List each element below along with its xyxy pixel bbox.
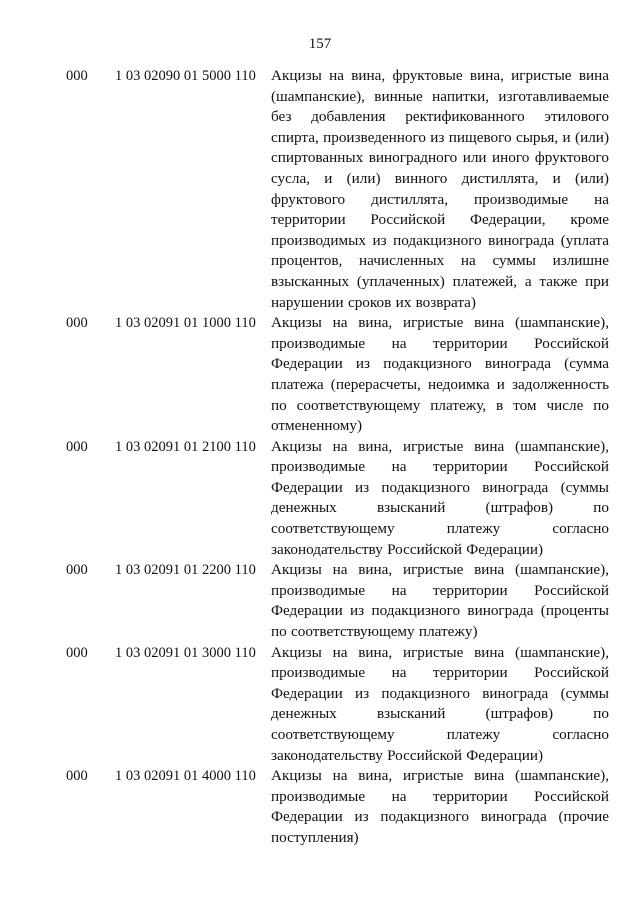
table-row xyxy=(0,313,640,437)
page-number: 157 xyxy=(308,36,332,52)
revenue-code: 1 03 02091 01 2100 110 xyxy=(115,438,256,455)
revenue-code: 1 03 02091 01 1000 110 xyxy=(115,315,256,332)
administrator-code: 000 xyxy=(66,68,88,84)
revenue-description: Акцизы на вина, игристые вина (шампанские), производимые на территории Российской Федерации из подакцизного винограда (прочие поступления) xyxy=(271,767,609,846)
table-row xyxy=(0,437,640,561)
table-row xyxy=(0,66,640,313)
administrator-code: 000 xyxy=(66,562,88,579)
revenue-code: 1 03 02091 01 2200 110 xyxy=(115,562,256,579)
revenue-code: 1 03 02091 01 4000 110 xyxy=(115,768,256,785)
revenue-description: Акцизы на вина, игристые вина (шампанские), производимые на территории Российской Федерации из подакцизного винограда (проценты по соответствующему платежу) xyxy=(271,561,609,641)
revenue-description: Акцизы на вина, фруктовые вина, игристые вина (шампанские), винные напитки, изготавливаемые без добавления ректификованного этилового спирта, произведенного из пищевого сырья, и (или) спиртованных виноградного или иного фруктового сусла, и (или) винного дистиллята, и (или) фруктового дистиллята, производимые на территории Российской Федерации, кроме производимых из подакцизного винограда (уплата процентов, начисленных на суммы излишне взысканных (уплаченных) платежей, а также при нарушении сроков их возврата) xyxy=(271,67,609,311)
budget-code-table xyxy=(0,66,640,849)
table-row xyxy=(0,643,640,767)
revenue-description: Акцизы на вина, игристые вина (шампанские), производимые на территории Российской Федерации из подакцизного винограда (суммы денежных взысканий (штрафов) по соответствующему платежу согласно законодательству Российской Федерации) xyxy=(271,437,609,558)
table-row xyxy=(0,560,640,642)
table-row xyxy=(0,766,640,848)
revenue-code: 1 03 02091 01 3000 110 xyxy=(115,644,256,661)
administrator-code: 000 xyxy=(66,644,88,661)
revenue-description: Акцизы на вина, игристые вина (шампанские), производимые на территории Российской Федерации из подакцизного винограда (суммы денежных взысканий (штрафов) по соответствующему платежу согласно законодательству Российской Федерации) xyxy=(271,643,609,764)
administrator-code: 000 xyxy=(66,438,88,455)
administrator-code: 000 xyxy=(66,768,88,785)
revenue-code: 1 03 02090 01 5000 110 xyxy=(115,68,256,84)
revenue-description: Акцизы на вина, игристые вина (шампанские), производимые на территории Российской Федерации из подакцизного винограда (сумма платежа (перерасчеты, недоимка и задолженность по соответствующему платежу, в том числе по отмененному) xyxy=(271,314,609,435)
administrator-code: 000 xyxy=(66,315,88,332)
